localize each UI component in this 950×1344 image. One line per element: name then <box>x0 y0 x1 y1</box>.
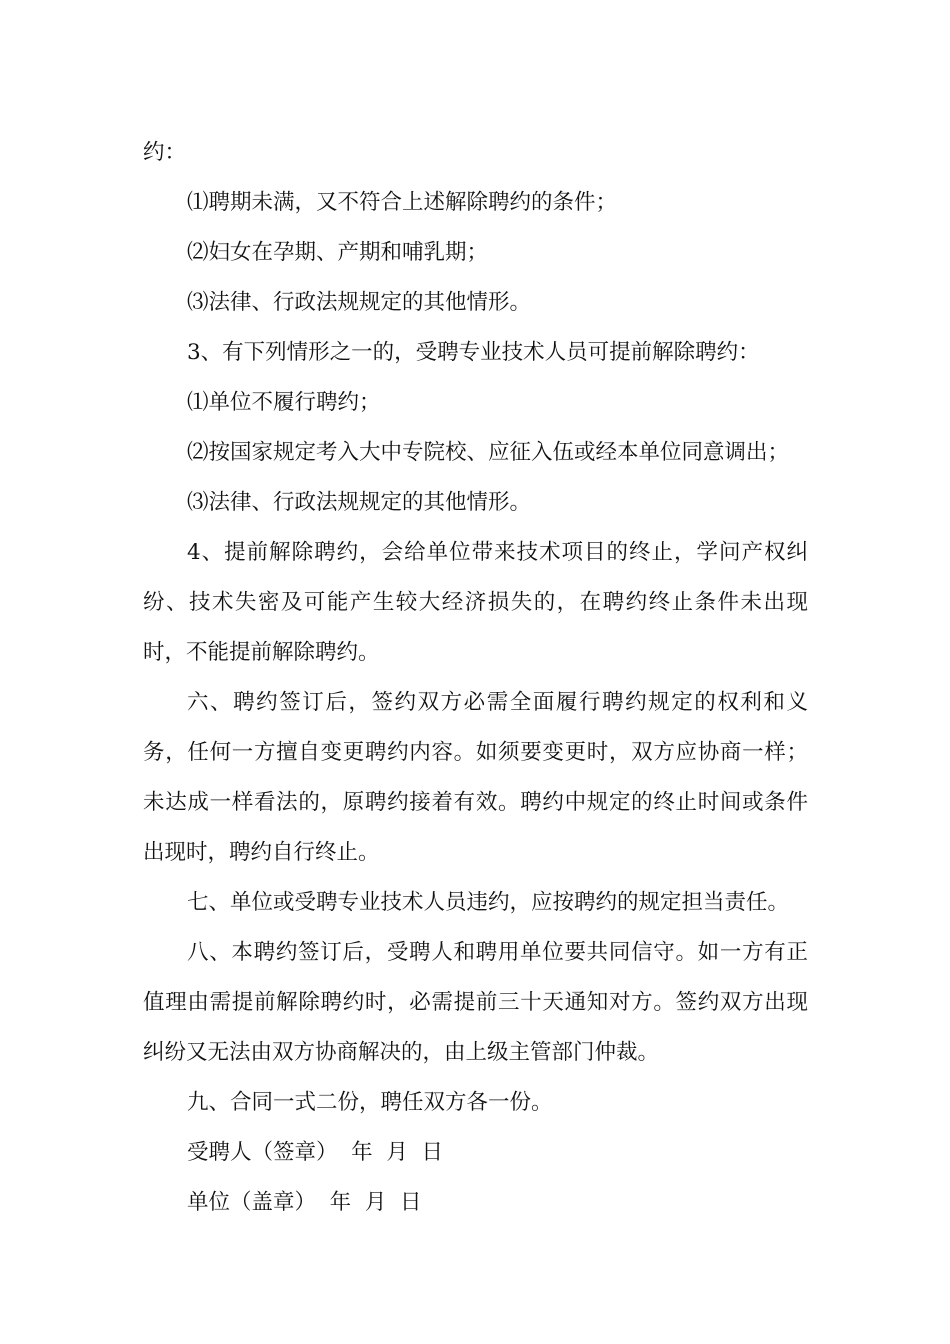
paragraph-continuation: 约： <box>143 140 187 165</box>
section-7: 七、单位或受聘专业技术人员违约，应按聘约的规定担当责任。 <box>187 890 790 915</box>
list-item-2: ⑵妇女在孕期、产期和哺乳期； <box>187 240 489 265</box>
section-9: 九、合同一式二份，聘任双方各一份。 <box>187 1090 553 1115</box>
list-item-2: ⑵按国家规定考入大中专院校、应征入伍或经本单位同意调出； <box>187 440 790 465</box>
list-item-3: ⑶法律、行政法规规定的其他情形。 <box>187 290 532 315</box>
signature-employee: 受聘人（签章） 年 月 日 <box>187 1140 444 1165</box>
document-body <box>143 128 808 1228</box>
signature-employer: 单位（盖章） 年 月 日 <box>187 1190 422 1215</box>
section-8: 八、本聘约签订后，受聘人和聘用单位要共同信守。如一方有正值理由需提前解除聘约时，必需提前三十天通知对方。签约双方出现纠纷又无法由双方协商解决的，由上级主管部门仲裁。 <box>143 940 808 1065</box>
clause-4: 4、提前解除聘约，会给单位带来技术项目的终止，学问产权纠纷、技术失密及可能产生较大经济损失的，在聘约终止条件未出现时，不能提前解除聘约。 <box>143 540 808 665</box>
section-6: 六、聘约签订后，签约双方必需全面履行聘约规定的权利和义务，任何一方擅自变更聘约内容。如须要变更时，双方应协商一样；未达成一样看法的，原聘约接着有效。聘约中规定的终止时间或条件出现时，聘约自行终止。 <box>143 690 808 865</box>
list-item-3: ⑶法律、行政法规规定的其他情形。 <box>187 490 532 515</box>
clause-3: 3、有下列情形之一的，受聘专业技术人员可提前解除聘约： <box>187 340 760 365</box>
list-item-1: ⑴聘期未满，又不符合上述解除聘约的条件； <box>187 190 618 215</box>
list-item-1: ⑴单位不履行聘约； <box>187 390 381 415</box>
